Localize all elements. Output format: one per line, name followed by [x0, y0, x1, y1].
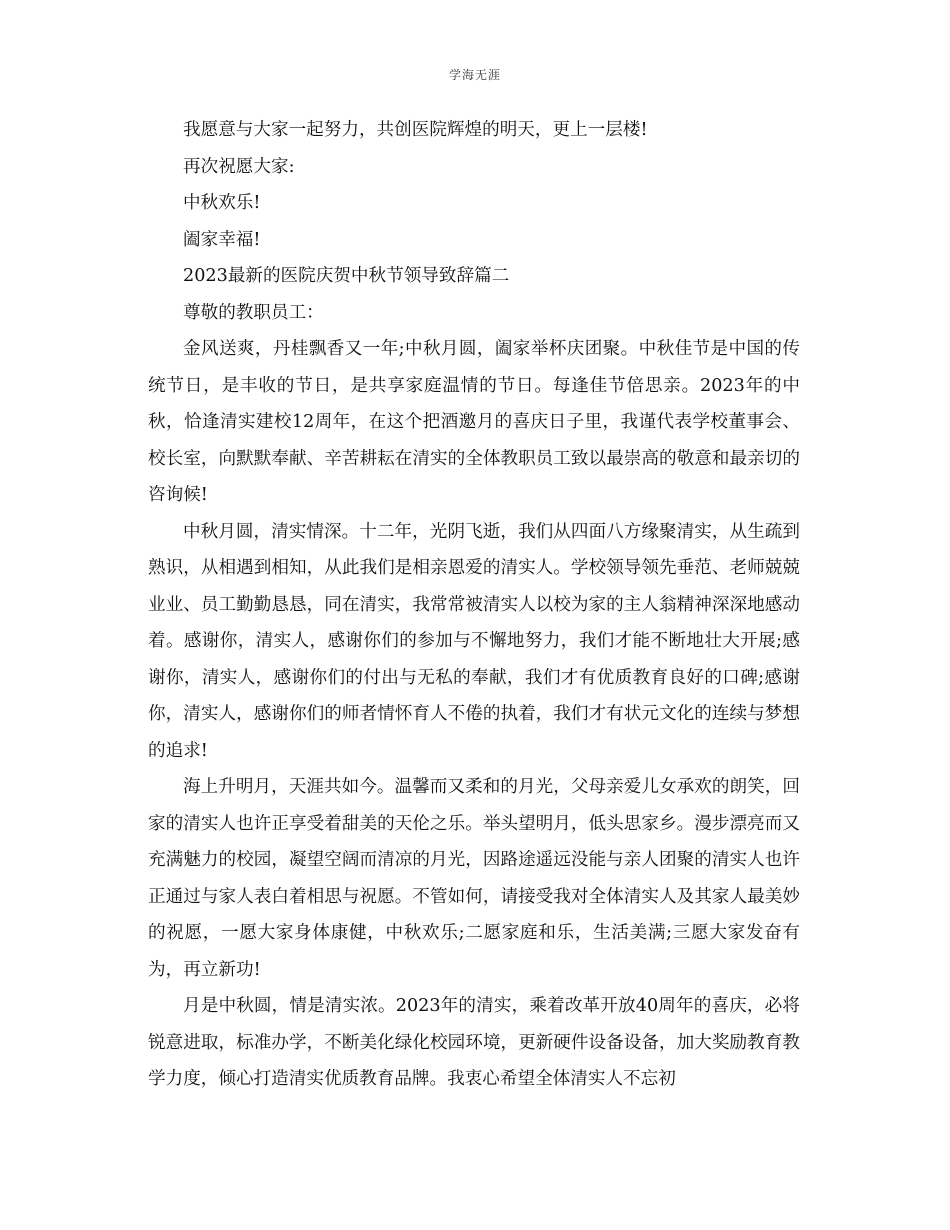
page-header: 学海无涯: [448, 68, 501, 82]
closing-line: 我愿意与大家一起努力，共创医院辉煌的明天，更上一层楼!: [183, 120, 648, 140]
section-title: 2023最新的医院庆贺中秋节领导致辞篇二: [183, 266, 510, 286]
salutation: 尊敬的教职员工：: [183, 302, 324, 323]
body-paragraph: 金风送爽，丹桂飘香又一年;中秋月圆，阖家举杯庆团聚。中秋佳节是中国的传统节日，是丰收的节日，是共享家庭温情的节日。每逢佳节倍思亲。2023年的中秋，恰逢清实建校12周年，在这个把酒邀月的喜庆日子里，我谨代表学校董事会、校长室，向默默奉献、辛苦耕耘在清实的全体教职员工致以最崇高的敬意和最亲切的咨询候!: [148, 339, 800, 505]
body-paragraph: 中秋月圆，清实情深。十二年，光阴飞逝，我们从四面八方缘聚清实，从生疏到熟识，从相遇到相知，从此我们是相亲恩爱的清实人。学校领导领先垂范、老师兢兢业业、员工勤勤恳恳，同在清实，我常常被清实人以校为家的主人翁精神深深地感动着。感谢你，清实人，感谢你们的参加与不懈地努力，我们才能不断地壮大开展;感谢你，清实人，感谢你们的付出与无私的奉献，我们才有优质教育良好的口碑;感谢你，清实人，感谢你们的师者情怀育人不倦的执着，我们才有状元文化的连续与梦想的追求!: [148, 521, 800, 761]
body-paragraph: 月是中秋圆，情是清实浓。2023年的清实，乘着改革开放40周年的喜庆，必将锐意进取，标准办学，不断美化绿化校园环境，更新硬件设备设备，加大奖励教育教学力度，倾心打造清实优质教育品牌。我衷心希望全体清实人不忘初: [148, 996, 800, 1089]
body-paragraph: 海上升明月，天涯共如今。温馨而又柔和的月光，父母亲爱儿女承欢的朗笑，回家的清实人也许正享受着甜美的天伦之乐。举头望明月，低头思家乡。漫步漂亮而又充满魅力的校园，凝望空阔而清凉的月光，因路途遥远没能与亲人团聚的清实人也许正通过与家人表白着相思与祝愿。不管如何，请接受我对全体清实人及其家人最美妙的祝愿，一愿大家身体康健，中秋欢乐;二愿家庭和乐，生活美满;三愿大家发奋有为，再立新功!: [148, 777, 800, 980]
document-body: [148, 112, 800, 1098]
wishes-intro: 再次祝愿大家:: [183, 156, 295, 177]
wish-line: 中秋欢乐!: [183, 193, 261, 213]
wish-line: 阖家幸福!: [183, 229, 261, 250]
